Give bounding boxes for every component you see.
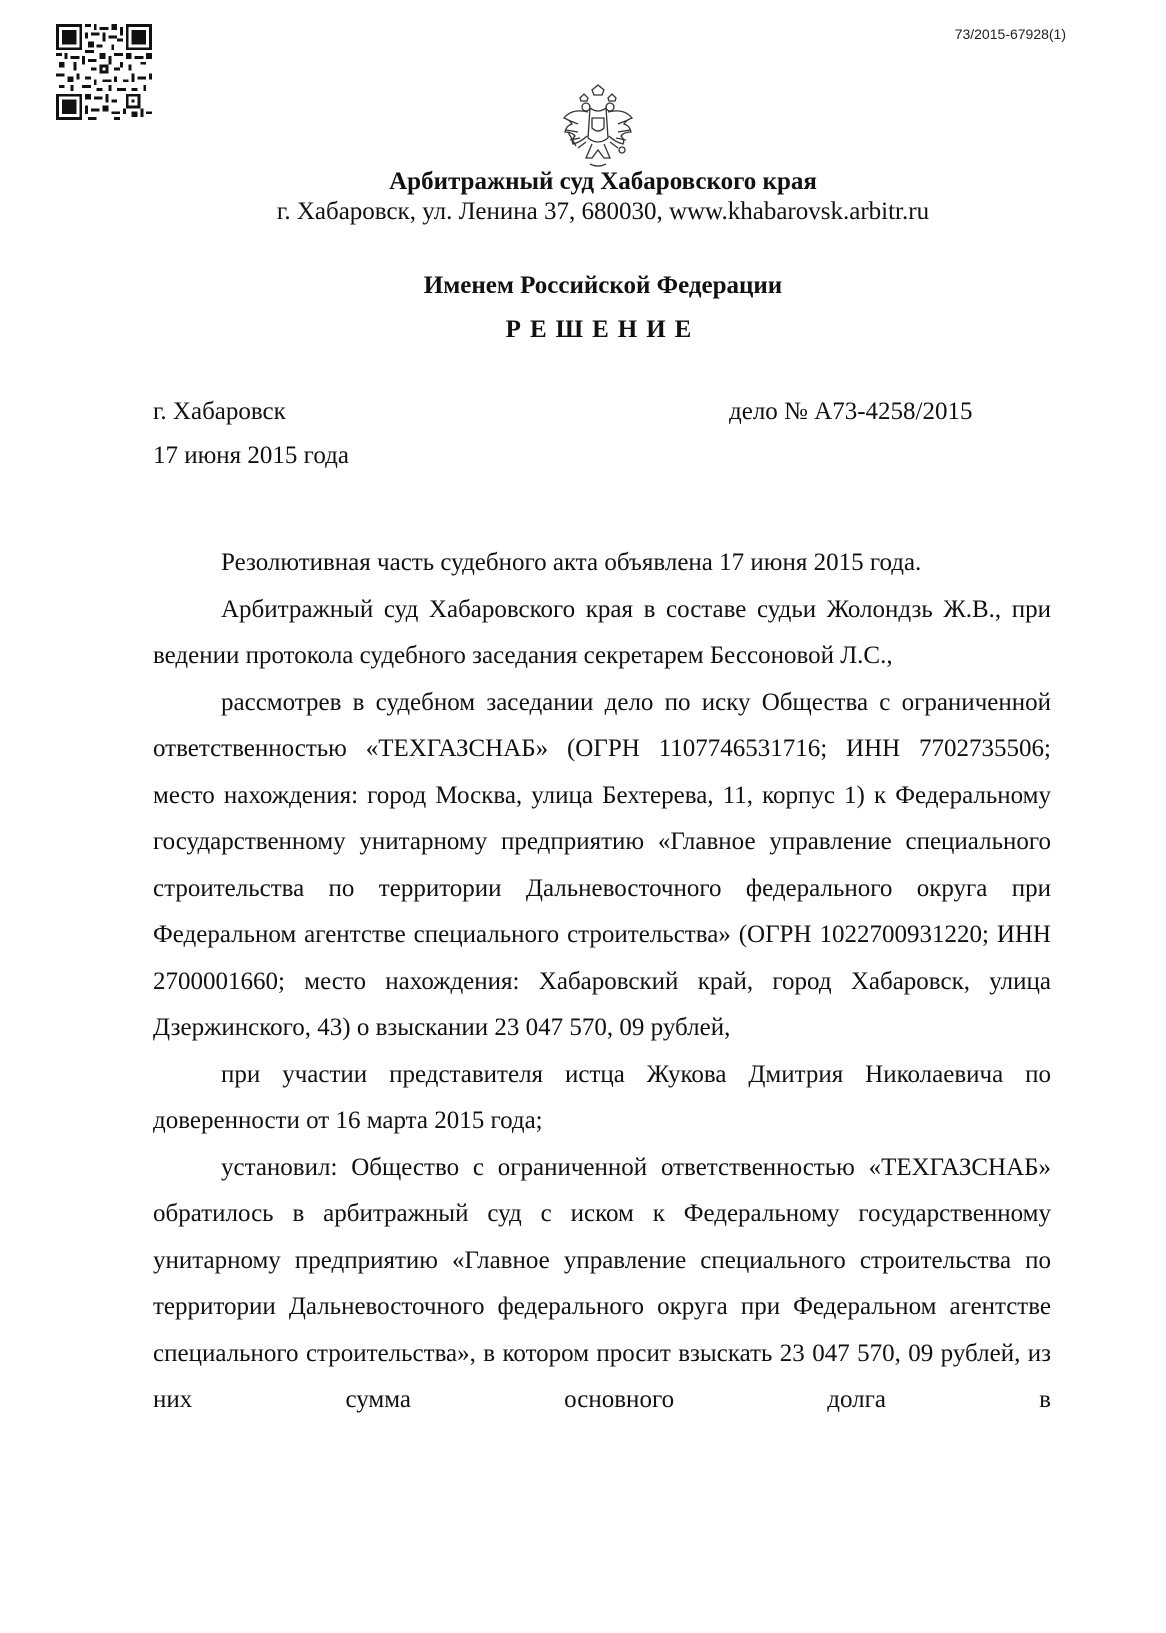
on-behalf-heading: Именем Российской Федерации: [423, 272, 783, 299]
paragraph-participants: при участии представителя истца Жукова Дмитрия Николаевича по доверенности от 16 марта 2015 года;: [153, 1060, 1051, 1134]
paragraph-court-composition: Арбитражный суд Хабаровского края в составе судьи Жолондзь Ж.В., при ведении протокола судебного заседания секретарем Бессоновой Л.С.,: [153, 595, 1051, 669]
paragraph-operative-part: Резолютивная часть судебного акта объявлена 17 июня 2015 года.: [221, 549, 922, 576]
court-address: г. Хабаровск, ул. Ленина 37, 680030, www.khabarovsk.arbitr.ru: [276, 198, 930, 225]
document-id: 73/2015-67928(1): [954, 26, 1066, 42]
decision-title: РЕШЕНИЕ: [505, 316, 701, 343]
coat-of-arms-emblem-icon: [560, 84, 636, 170]
court-name: Арбитражный суд Хабаровского края: [389, 168, 817, 195]
paragraph-case-considered: рассмотрев в судебном заседании дело по иску Общества с ограниченной ответственностью «ТЕХГАЗСНАБ» (ОГРН 1107746531716; ИНН 7702735506; место нахождения: город Москва, улица Бехтерева, 11, корпус 1) к Федеральному государственному унитарному предприятию «Главное управление специального строительства по территории Дальневосточного федерального округа при Федеральном агентстве специального строительства» (ОГРН 1022700931220; ИНН 2700001660; место нахождения: Хабаровский край, город Хабаровск, улица Дзержинского, 43) о взыскании 23 047 570, 09 рублей,: [153, 688, 1051, 1041]
paragraph-established: установил: Общество с ограниченной ответственностью «ТЕХГАЗСНАБ» обратилось в арбитражный суд с иском к Федеральному государственному унитарному предприятию «Главное управление специального строительства по территории Дальневосточного федерального округа при Федеральном агентстве специального строительства», в котором просит взыскать 23 047 570, 09 рублей, из них сумма основного долга в: [153, 1153, 1051, 1413]
decision-city: г. Хабаровск: [153, 398, 286, 425]
decision-body: [153, 540, 1051, 1424]
case-number: дело № А73-4258/2015: [729, 398, 973, 425]
decision-date: 17 июня 2015 года: [153, 442, 349, 469]
qr-code: [56, 24, 152, 120]
